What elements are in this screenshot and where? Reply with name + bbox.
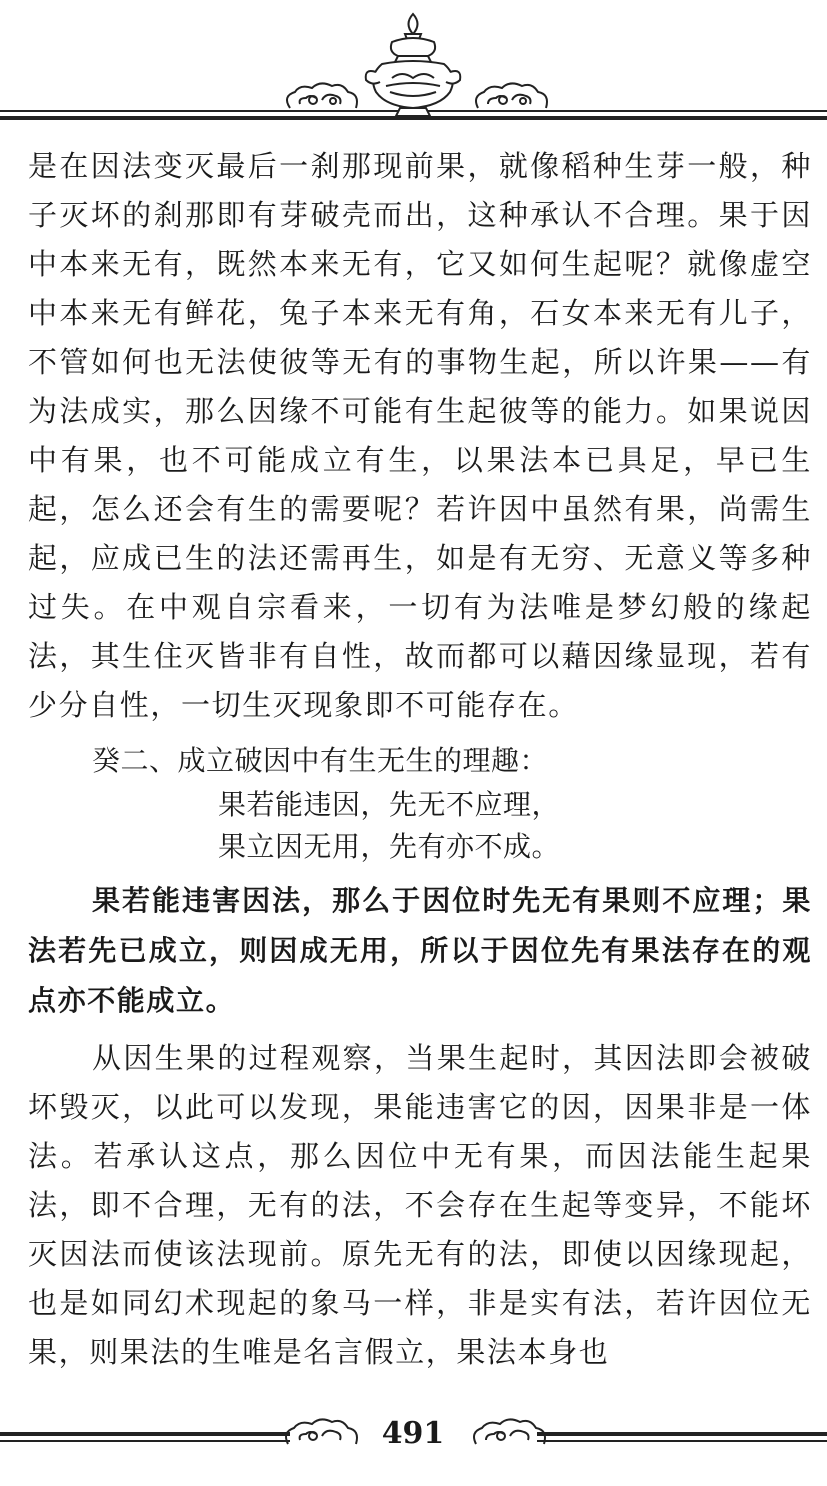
auspicious-cloud-icon <box>474 1419 545 1444</box>
section-heading: 癸二、成立破因中有生无生的理趣： <box>92 744 549 777</box>
body-text <box>28 142 812 1377</box>
verse-line: 果立因无用，先有亦不成。 <box>218 830 561 863</box>
auspicious-cloud-icon <box>286 1419 357 1444</box>
paragraph-continued: 是在因法变灭最后一刹那现前果，就像稻种生芽一般，种子灭坏的刹那即有芽破壳而出，这种承认不合理。果于因中本来无有，既然本来无有，它又如何生起呢？就像虚空中本来无有鲜花，兔子本来无有角，石女本来无有儿子，不管如何也无法使彼等无有的事物生起，所以许果——有为法成实，那么因缘不可能有生起彼等的能力。如果说因中有果，也不可能成立有生，以果法本已具足，早已生起，怎么还会有生的需要呢？若许因中虽然有果，尚需生起，应成已生的法还需再生，如是有无穷、无意义等多种过失。在中观自宗看来，一切有为法唯是梦幻般的缘起法，其生住灭皆非有自性，故而都可以藉因缘显现，若有少分自性，一切生灭现象即不可能存在。 <box>28 149 812 722</box>
page-number: 491 <box>381 1416 445 1451</box>
auspicious-cloud-icon <box>287 83 357 108</box>
page-footer <box>0 1410 827 1470</box>
treasure-vase-icon <box>366 14 461 116</box>
page-header-ornament <box>0 0 827 140</box>
verse-line: 果若能违因，先无不应理， <box>218 788 561 821</box>
commentary-paragraph: 从因生果的过程观察，当果生起时，其因法即会被破坏毁灭，以此可以发现，果能违害它的因，因果非是一体法。若承认这点，那么因位中无有果，而因法能生起果法，即不合理，无有的法，不会存在生起等变异，不能坏灭因法而使该法现前。原先无有的法，即使以因缘现起，也是如同幻术现起的象马一样，非是实有法，若许因位无果，则果法的生唯是名言假立，果法本身也 <box>28 1041 812 1369</box>
verse-explanation: 果若能违害因法，那么于因位时先无有果则不应理；果法若先已成立，则因成无用，所以于因位先有果法存在的观点亦不能成立。 <box>28 884 812 1017</box>
auspicious-cloud-icon <box>476 83 547 108</box>
